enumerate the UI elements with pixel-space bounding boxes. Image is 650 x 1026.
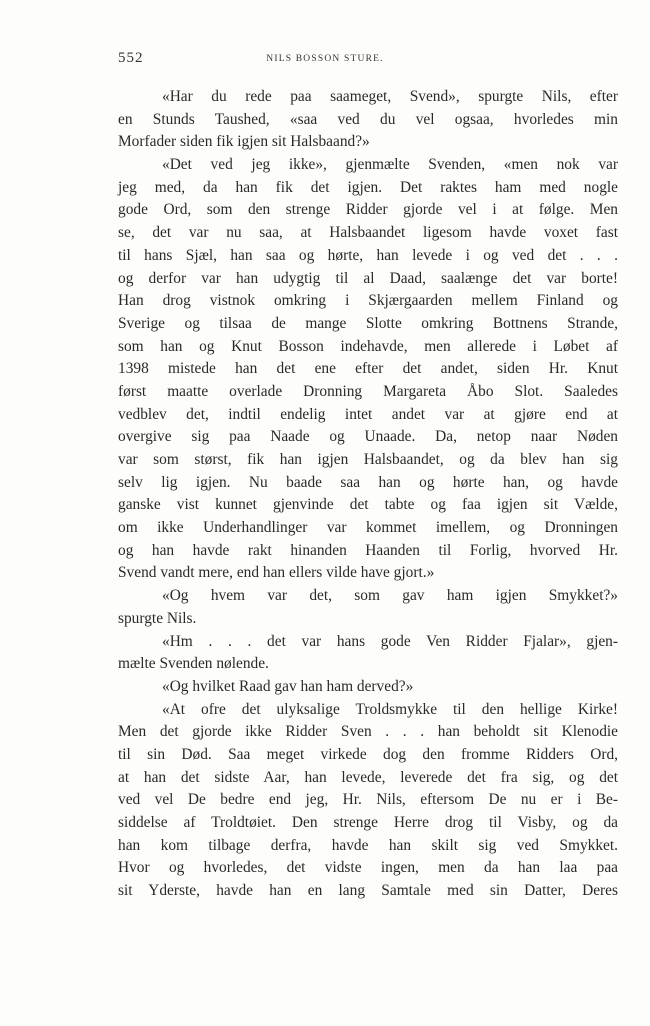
text-line: at han det sidste Aar, han levede, leverede det fra sig, og det xyxy=(118,768,618,786)
running-head: NILS BOSSON STURE. xyxy=(266,54,384,64)
text-line: var som størst, fik han igjen Halsbaandet, og da blev han sig xyxy=(118,451,618,468)
text-line: og derfor var han udygtig til al Daad, saalænge det var borte! xyxy=(118,269,618,287)
text-line: vedblev det, indtil endelig intet andet var at gjøre end at xyxy=(118,405,618,423)
text-line: «Hm . . . det var hans gode Ven Ridder Fjalar», gjen- xyxy=(162,632,618,650)
text-line: overgive sig paa Naade og Unaade. Da, netop naar Nøden xyxy=(118,428,618,446)
text-line: Han drog vistnok omkring i Skjærgaarden mellem Finland og xyxy=(118,292,618,310)
text-line: «Har du rede paa saameget, Svend», spurgte Nils, efter xyxy=(162,88,618,105)
text-line: ganske vist kunnet gjenvinde det tabte og faa igjen sit Vælde, xyxy=(118,496,618,514)
text-line: Sverige og tilsaa de mange Slotte omkring Bottnens Strande, xyxy=(118,314,618,332)
text-line: spurgte Nils. xyxy=(118,609,197,627)
text-line: sit Yderste, havde han en lang Samtale med sin Datter, Deres xyxy=(118,882,618,900)
body-text xyxy=(118,86,618,903)
text-line: til hans Sjæl, han saa og hørte, han levede i og ved det . . . xyxy=(118,246,618,264)
text-line: Morfader siden fik igjen sit Halsbaand?» xyxy=(118,133,370,151)
page-number: 552 xyxy=(118,50,144,66)
text-line: først maatte overlade Dronning Margareta Åbo Slot. Saaledes xyxy=(118,382,618,400)
text-line: til sin Død. Saa meget virkede dog den fromme Ridders Ord, xyxy=(118,745,618,763)
text-line: Hvor og hvorledes, det vidste ingen, men da han laa paa xyxy=(118,859,618,877)
text-line: «Det ved jeg ikke», gjenmælte Svenden, «men nok var xyxy=(162,156,618,174)
text-line: han kom tilbage derfra, havde han skilt sig ved Smykket. xyxy=(118,836,618,854)
text-line: gode Ord, som den strenge Ridder gjorde vel i at følge. Men xyxy=(118,201,618,219)
text-line: se, det var nu saa, at Halsbaandet ligesom havde voxet fast xyxy=(118,224,618,242)
text-line: selv lig igjen. Nu baade saa han og hørte han, og havde xyxy=(118,473,618,491)
text-line: jeg med, da han fik det igjen. Det raktes ham med nogle xyxy=(118,178,618,196)
text-line: om ikke Underhandlinger var kommet imellem, og Dronningen xyxy=(118,519,618,537)
text-line: en Stunds Taushed, «saa ved du vel ogsaa, hvorledes min xyxy=(118,110,618,128)
text-line: mælte Svenden nølende. xyxy=(118,655,269,673)
text-line: «Og hvilket Raad gav han ham derved?» xyxy=(162,677,414,695)
text-line: som han og Knut Bosson indehavde, men allerede i Løbet af xyxy=(118,337,618,355)
text-line: ved vel De bedre end jeg, Hr. Nils, eftersom De nu er i Be- xyxy=(118,791,618,809)
text-line: Men det gjorde ikke Ridder Sven . . . han beholdt sit Klenodie xyxy=(118,723,618,741)
text-line: «Og hvem var det, som gav ham igjen Smykket?» xyxy=(162,587,618,605)
text-line: 1398 mistede han det ene efter det andet, siden Hr. Knut xyxy=(118,360,618,378)
text-line: og han havde rakt hinanden Haanden til Forlig, hvorved Hr. xyxy=(118,541,618,559)
text-line: Svend vandt mere, end han ellers vilde have gjort.» xyxy=(118,564,435,582)
text-line: siddelse af Troldtøiet. Den strenge Herre drog til Visby, og da xyxy=(118,814,618,831)
text-line: «At ofre det ulyksalige Troldsmykke til den hellige Kirke! xyxy=(162,700,618,718)
